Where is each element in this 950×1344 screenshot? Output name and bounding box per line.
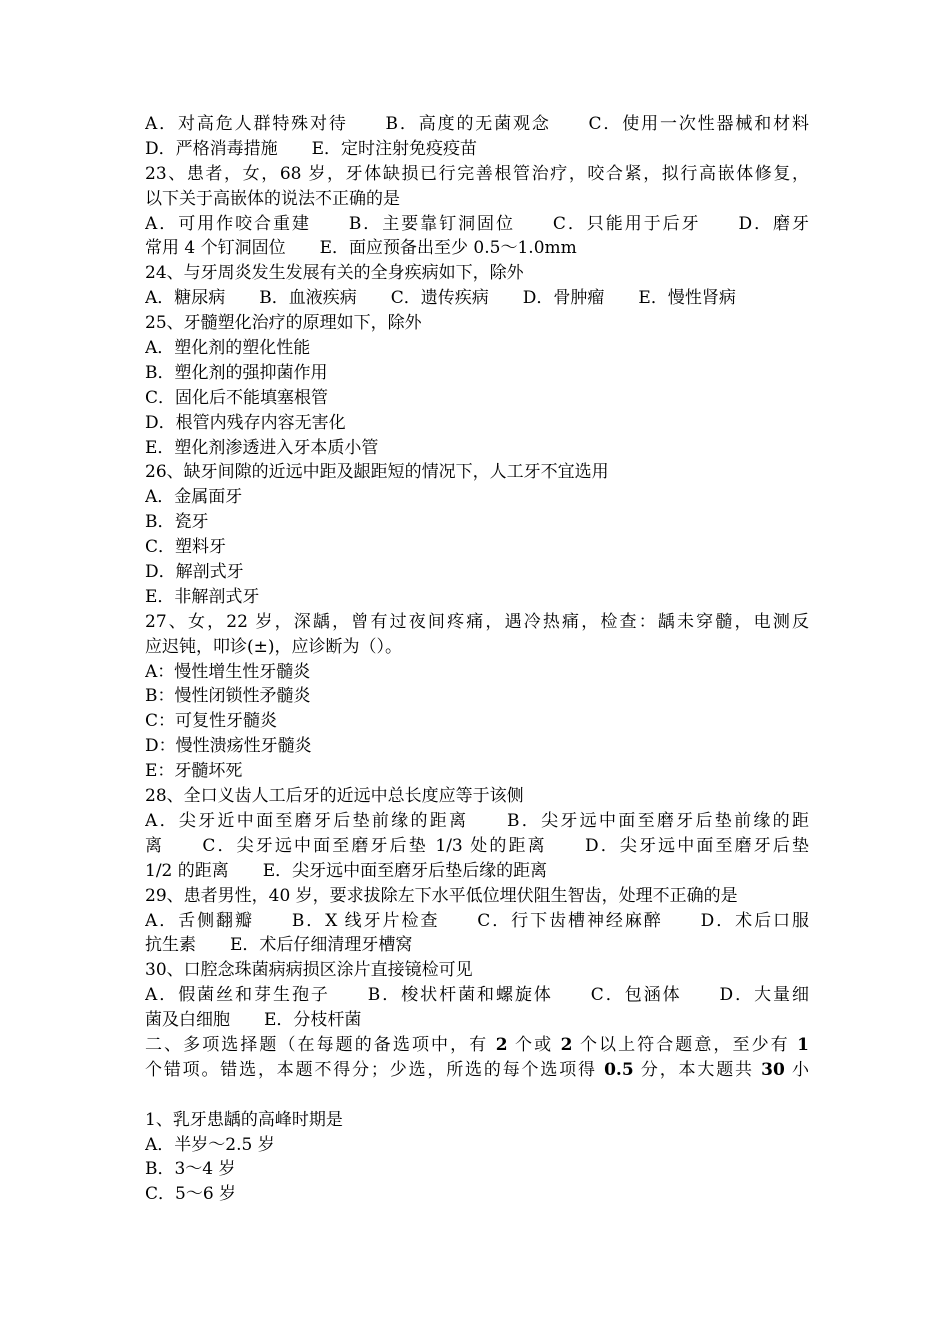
text-line: 28、全口义齿人工后牙的近远中总长度应等于该侧 <box>145 786 524 807</box>
section-heading-line-2: 个错项。错选，本题不得分；少选，所选的每个选项得 0.5 分，本大题共 30 小 <box>145 1059 809 1080</box>
text-line: B．3～4 岁 <box>145 1159 236 1180</box>
text-line: A．舌侧翻瓣 B．X 线牙片检查 C．行下齿槽神经麻醉 D．术后口服 <box>145 910 809 931</box>
text-line: 常用 4 个钉洞固位 E．面应预备出至少 0.5～1.0mm <box>145 238 577 259</box>
text-line: 23、患者，女，68 岁，牙体缺损已行完善根管治疗，咬合紧，拟行高嵌体修复， <box>145 163 809 184</box>
text-line: 24、与牙周炎发生发展有关的全身疾病如下，除外 <box>145 263 524 284</box>
text-line: 菌及白细胞 E．分枝杆菌 <box>145 1010 362 1031</box>
text-line: A：慢性增生性牙髓炎 <box>145 661 311 682</box>
text-line: D．解剖式牙 <box>145 562 244 583</box>
text-line: 1/2 的距离 E．尖牙远中面至磨牙后垫后缘的距离 <box>145 860 548 881</box>
document-body <box>145 112 809 1207</box>
text-line: A．金属面牙 <box>145 487 243 508</box>
text-line: 25、牙髓塑化治疗的原理如下，除外 <box>145 313 422 334</box>
text-line: C．塑料牙 <box>145 537 227 558</box>
text-line: 抗生素 E．术后仔细清理牙槽窝 <box>145 935 413 956</box>
text-line: 26、缺牙间隙的近远中距及龈距短的情况下，人工牙不宜选用 <box>145 462 609 483</box>
text-line: A．半岁～2.5 岁 <box>145 1134 275 1155</box>
text-line: 离 C．尖牙远中面至磨牙后垫 1/3 处的距离 D．尖牙远中面至磨牙后垫 <box>145 835 809 856</box>
text-line: E．塑化剂渗透进入牙本质小管 <box>145 437 379 458</box>
text-line: 29、患者男性，40 岁，要求拔除左下水平低位埋伏阻生智齿，处理不正确的是 <box>145 885 738 906</box>
text-line: E．非解剖式牙 <box>145 586 260 607</box>
multi-choice-question-lines <box>145 1108 809 1208</box>
text-line: B．塑化剂的强抑菌作用 <box>145 362 328 383</box>
text-line: A．对高危人群特殊对待 B．高度的无菌观念 C．使用一次性器械和材料 <box>145 114 809 134</box>
text-line: C：可复性牙髓炎 <box>145 711 278 732</box>
section-heading-line-1: 二、多项选择题（在每题的备选项中，有 2 个或 2 个以上符合题意，至少有 1 <box>145 1034 809 1055</box>
text-line: 30、口腔念珠菌病病损区涂片直接镜检可见 <box>145 960 473 981</box>
text-line: D．严格消毒措施 E．定时注射免疫疫苗 <box>145 138 478 159</box>
section-heading-line-3 <box>145 1083 809 1108</box>
text-line: 应迟钝，叩诊(±)，应诊断为（）。 <box>145 636 403 657</box>
text-line: D：慢性溃疡性牙髓炎 <box>145 736 312 757</box>
text-line: A．假菌丝和芽生孢子 B．梭状杆菌和螺旋体 C．包涵体 D．大量细 <box>145 985 809 1006</box>
text-line: E：牙髓坏死 <box>145 761 243 782</box>
text-line: A．塑化剂的塑化性能 <box>145 338 311 359</box>
text-line: C．5～6 岁 <box>145 1184 237 1205</box>
text-line: A．可用作咬合重建 B．主要靠钉洞固位 C．只能用于后牙 D．磨牙 <box>145 213 809 234</box>
text-line: A．糖尿病 B．血液疾病 C．遗传疾病 D．骨肿瘤 E．慢性肾病 <box>145 288 736 309</box>
text-line: 1、乳牙患龋的高峰时期是 <box>145 1109 343 1130</box>
text-line: D．根管内残存内容无害化 <box>145 412 346 433</box>
text-line: 以下关于高嵌体的说法不正确的是 <box>145 188 400 209</box>
text-line: B．瓷牙 <box>145 512 209 533</box>
text-line: 27、女，22 岁，深龋，曾有过夜间疼痛，遇冷热痛，检查：龋未穿髓，电测反 <box>145 611 809 632</box>
text-line: A．尖牙近中面至磨牙后垫前缘的距离 B．尖牙远中面至磨牙后垫前缘的距 <box>145 810 809 831</box>
question-lines <box>145 112 809 1033</box>
text-line: C．固化后不能填塞根管 <box>145 387 329 408</box>
text-line: B：慢性闭锁性矛髓炎 <box>145 686 311 707</box>
